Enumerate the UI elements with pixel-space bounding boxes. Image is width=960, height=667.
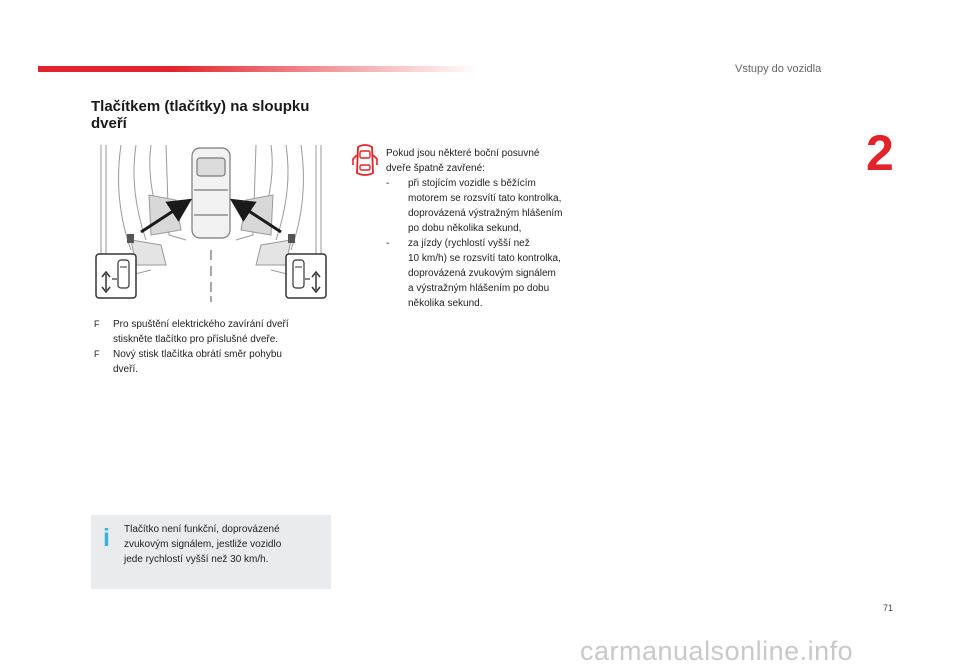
car-top-view-icon xyxy=(192,148,230,238)
page-number: 71 xyxy=(883,603,894,613)
chapter-number: 2 xyxy=(866,125,894,181)
warning-line: několika sekund. xyxy=(408,298,483,309)
right-door-button-icon xyxy=(286,254,326,298)
info-line: zvukovým signálem, jestliže vozidlo xyxy=(124,539,282,550)
heading-line-1: Tlačítkem (tlačítky) na sloupku xyxy=(91,98,310,115)
section-title: Vstupy do vozidla xyxy=(735,63,822,75)
vehicle-illustration xyxy=(91,140,331,305)
dash-marker: - xyxy=(386,238,390,249)
warning-line: a výstražným hlášením po dobu xyxy=(408,283,550,294)
instruction-line: Pro spuštění elektrického zavírání dveří xyxy=(113,319,289,330)
info-icon: i xyxy=(103,524,110,552)
warning-line: doprovázená výstražným hlášením xyxy=(408,208,563,219)
info-line: jede rychlostí vyšší než 30 km/h. xyxy=(124,554,269,565)
car-warning-icon xyxy=(352,143,378,179)
warning-item xyxy=(386,176,596,236)
instruction-item xyxy=(91,317,341,347)
left-door-button-icon xyxy=(96,254,136,298)
instruction-line: Nový stisk tlačítka obrátí směr pohybu xyxy=(113,349,282,360)
instruction-item xyxy=(91,347,341,377)
warning-line: při stojícím vozidle s běžícím xyxy=(408,178,536,189)
info-line: Tlačítko není funkční, doprovázené xyxy=(124,524,280,535)
instruction-list xyxy=(91,317,341,377)
instruction-line: dveří. xyxy=(113,364,139,375)
warning-line: doprovázená zvukovým signálem xyxy=(408,268,556,279)
info-box xyxy=(91,515,331,589)
warning-text xyxy=(386,146,596,311)
watermark: carmanualsonline.info xyxy=(580,636,854,666)
left-pillar-button xyxy=(127,234,134,243)
heading-line-2: dveří xyxy=(91,115,127,132)
warning-line: motorem se rozsvítí tato kontrolka, xyxy=(408,193,562,204)
info-text xyxy=(124,522,324,567)
dash-marker: - xyxy=(386,178,390,189)
warning-intro: dveře špatně zavřené: xyxy=(386,163,485,174)
instruction-line: stiskněte tlačítko pro příslušné dveře. xyxy=(113,334,279,345)
warning-item xyxy=(386,236,596,311)
warning-line: 10 km/h) se rozsvítí tato kontrolka, xyxy=(408,253,561,264)
page-heading xyxy=(91,98,341,132)
warning-line: po dobu několika sekund, xyxy=(408,223,522,234)
warning-line: za jízdy (rychlostí vyšší než xyxy=(408,238,530,249)
door-button-illustration xyxy=(91,140,331,305)
warning-intro: Pokud jsou některé boční posuvné xyxy=(386,148,540,159)
bullet-marker: F xyxy=(94,319,100,329)
header-accent-bar xyxy=(38,66,478,72)
right-pillar-button xyxy=(288,234,295,243)
bullet-marker: F xyxy=(94,349,100,359)
